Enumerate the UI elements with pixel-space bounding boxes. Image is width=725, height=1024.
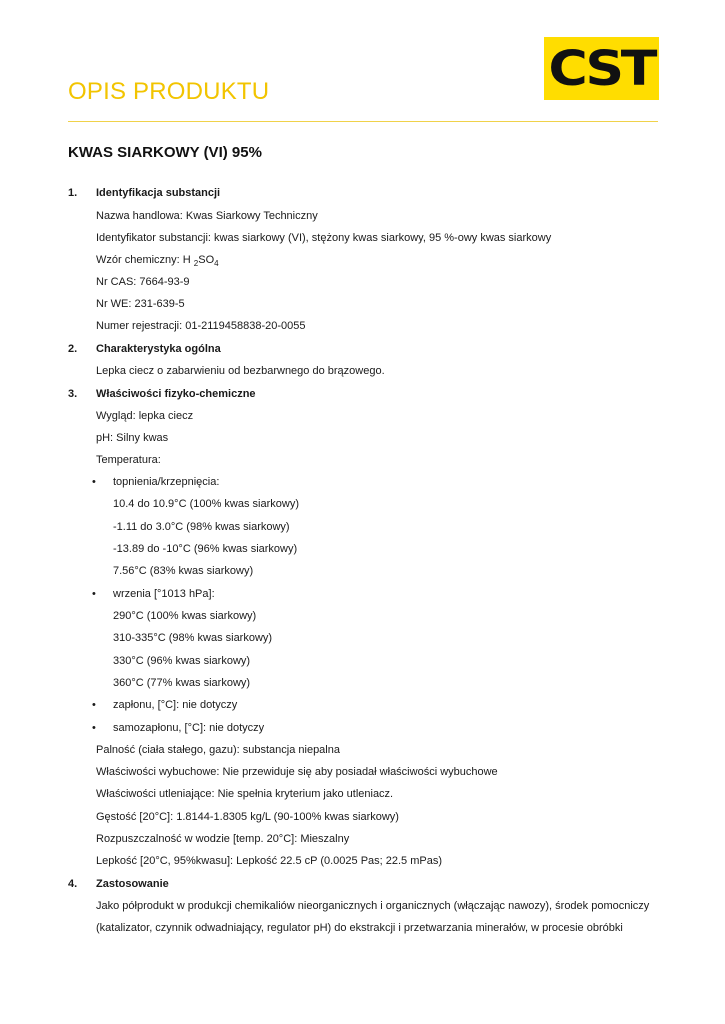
formula-subscript-2: 4 bbox=[214, 259, 219, 269]
flammability: Palność (ciała stałego, gazu): substancja niepalna bbox=[96, 744, 340, 756]
we-number: Nr WE: 231-639-5 bbox=[96, 298, 185, 310]
substance-identifier: Identyfikator substancji: kwas siarkowy (VI), stężony kwas siarkowy, 95 %-owy kwas siarkowy bbox=[96, 232, 552, 244]
trade-name: Nazwa handlowa: Kwas Siarkowy Techniczny bbox=[96, 210, 318, 222]
flash-point: zapłonu, [°C]: nie dotyczy bbox=[113, 699, 238, 711]
ph-value: pH: Silny kwas bbox=[96, 432, 169, 444]
melting-label: topnienia/krzepnięcia: bbox=[113, 476, 220, 488]
product-title: KWAS SIARKOWY (VI) 95% bbox=[68, 144, 262, 161]
temperature-label: Temperatura: bbox=[96, 454, 161, 466]
general-description: Lepka ciecz o zabarwieniu od bezbarwnego do brązowego. bbox=[96, 365, 385, 377]
section-4-number: 4. bbox=[68, 878, 78, 890]
boiling-item: 290°C (100% kwas siarkowy) bbox=[113, 610, 257, 622]
autoignition: samozapłonu, [°C]: nie dotyczy bbox=[113, 722, 265, 734]
melting-item: -13.89 do -10°C (96% kwas siarkowy) bbox=[113, 543, 298, 555]
density: Gęstość [20°C]: 1.8144-1.8305 kg/L (90-100% kwas siarkowy) bbox=[96, 811, 399, 823]
boiling-item: 330°C (96% kwas siarkowy) bbox=[113, 655, 251, 667]
appearance: Wygląd: lepka ciecz bbox=[96, 410, 194, 422]
section-1-number: 1. bbox=[68, 187, 78, 199]
usage-line-1: Jako półprodukt w produkcji chemikaliów nieorganicznych i organicznych (włączając nawozy), środek pomocniczy bbox=[96, 900, 650, 912]
logo-text: CST bbox=[548, 40, 655, 97]
bullet-flash: • bbox=[92, 699, 96, 711]
melting-item: -1.11 do 3.0°C (98% kwas siarkowy) bbox=[113, 521, 290, 533]
oxidizing-properties: Właściwości utleniające: Nie spełnia kryterium jako utleniacz. bbox=[96, 788, 394, 800]
section-4-heading: Zastosowanie bbox=[96, 878, 169, 890]
company-logo bbox=[544, 37, 659, 100]
bullet-boiling: • bbox=[92, 588, 96, 600]
melting-item: 7.56°C (83% kwas siarkowy) bbox=[113, 565, 254, 577]
boiling-label: wrzenia [°1013 hPa]: bbox=[113, 588, 215, 600]
usage-line-2: (katalizator, czynnik odwadniający, regulator pH) do ekstrakcji i przetwarzania minerałów, w procesie obróbki bbox=[96, 922, 623, 934]
formula-mid: SO bbox=[198, 254, 215, 266]
section-3-number: 3. bbox=[68, 388, 78, 400]
section-2-number: 2. bbox=[68, 343, 78, 355]
cas-number: Nr CAS: 7664-93-9 bbox=[96, 276, 190, 288]
melting-item: 10.4 do 10.9°C (100% kwas siarkowy) bbox=[113, 498, 299, 510]
formula-subscript-1: 2 bbox=[193, 259, 199, 269]
explosive-properties: Właściwości wybuchowe: Nie przewiduje się aby posiadał właściwości wybuchowe bbox=[96, 766, 498, 778]
section-2-heading: Charakterystyka ogólna bbox=[96, 343, 221, 355]
bullet-melting: • bbox=[92, 476, 96, 488]
chemical-formula bbox=[96, 254, 219, 268]
section-1-heading: Identyfikacja substancji bbox=[96, 187, 221, 199]
document-title: OPIS PRODUKTU bbox=[68, 78, 270, 105]
boiling-item: 360°C (77% kwas siarkowy) bbox=[113, 677, 251, 689]
registration-number: Numer rejestracji: 01-2119458838-20-0055 bbox=[96, 320, 306, 332]
bullet-autoignition: • bbox=[92, 722, 96, 734]
viscosity: Lepkość [20°C, 95%kwasu]: Lepkość 22.5 cP (0.0025 Pas; 22.5 mPas) bbox=[96, 855, 443, 867]
section-3-heading: Właściwości fizyko-chemiczne bbox=[96, 388, 256, 400]
boiling-item: 310-335°C (98% kwas siarkowy) bbox=[113, 632, 273, 644]
water-solubility: Rozpuszczalność w wodzie [temp. 20°C]: Mieszalny bbox=[96, 833, 350, 845]
formula-label: Wzór chemiczny: H bbox=[96, 254, 194, 266]
title-divider bbox=[68, 121, 658, 122]
